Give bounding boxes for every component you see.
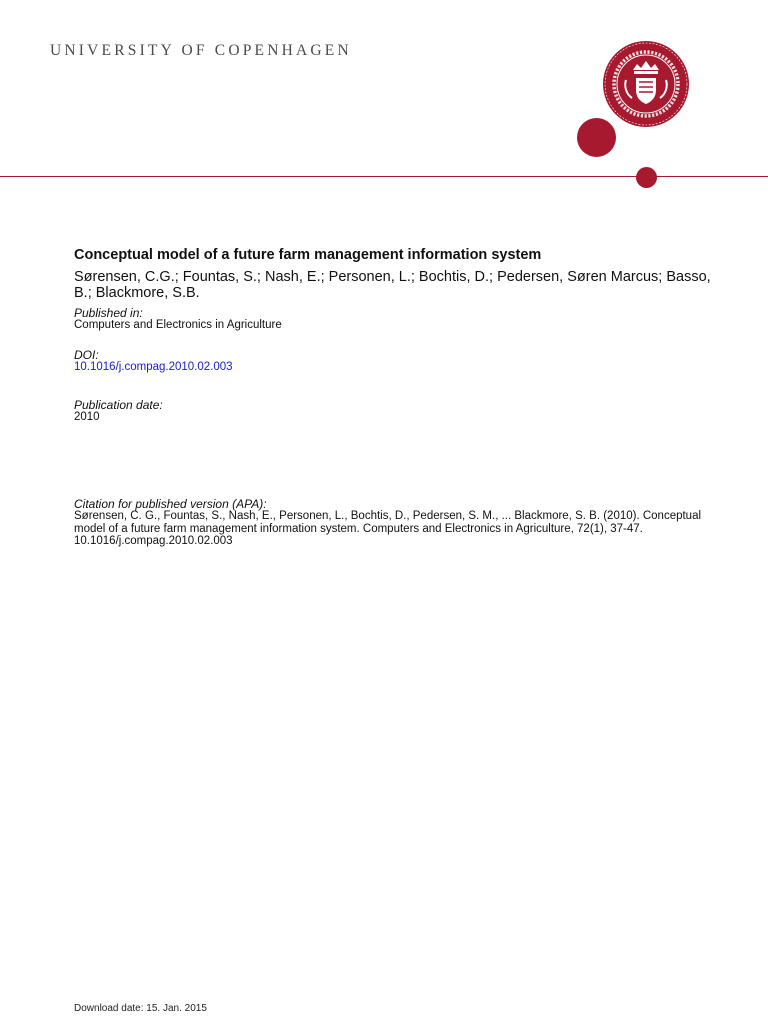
decorative-large-dot <box>577 118 616 157</box>
publication-date-label: Publication date: <box>74 398 163 412</box>
decorative-small-dot <box>636 167 657 188</box>
authors-list: Sørensen, C.G.; Fountas, S.; Nash, E.; Personen, L.; Bochtis, D.; Pedersen, Søren Marcus; Basso, B.; Blackmore, S.B. <box>74 269 711 301</box>
citation-text: Sørensen, C. G., Fountas, S., Nash, E., Personen, L., Bochtis, D., Pedersen, S. M., ... Blackmore, S. B. (2010). Conceptual model of a future farm management information system. Computers and Electronics in Agriculture, 72(1), 37-47. 10.1016/j.compag.2010.02.003 <box>74 510 702 547</box>
download-date: Download date: 15. Jan. 2015 <box>74 1003 207 1014</box>
doi-label: DOI: <box>74 348 99 362</box>
citation-label: Citation for published version (APA): <box>74 497 267 511</box>
record-metadata <box>74 246 724 548</box>
doi-link[interactable]: 10.1016/j.compag.2010.02.003 <box>74 361 233 373</box>
university-seal-icon <box>602 40 690 128</box>
published-in-label: Published in: <box>74 306 143 320</box>
journal-name: Computers and Electronics in Agriculture <box>74 319 282 331</box>
paper-title: Conceptual model of a future farm management information system <box>74 247 542 263</box>
university-wordmark: UNIVERSITY OF COPENHAGEN <box>50 42 352 59</box>
publication-date: 2010 <box>74 411 100 423</box>
